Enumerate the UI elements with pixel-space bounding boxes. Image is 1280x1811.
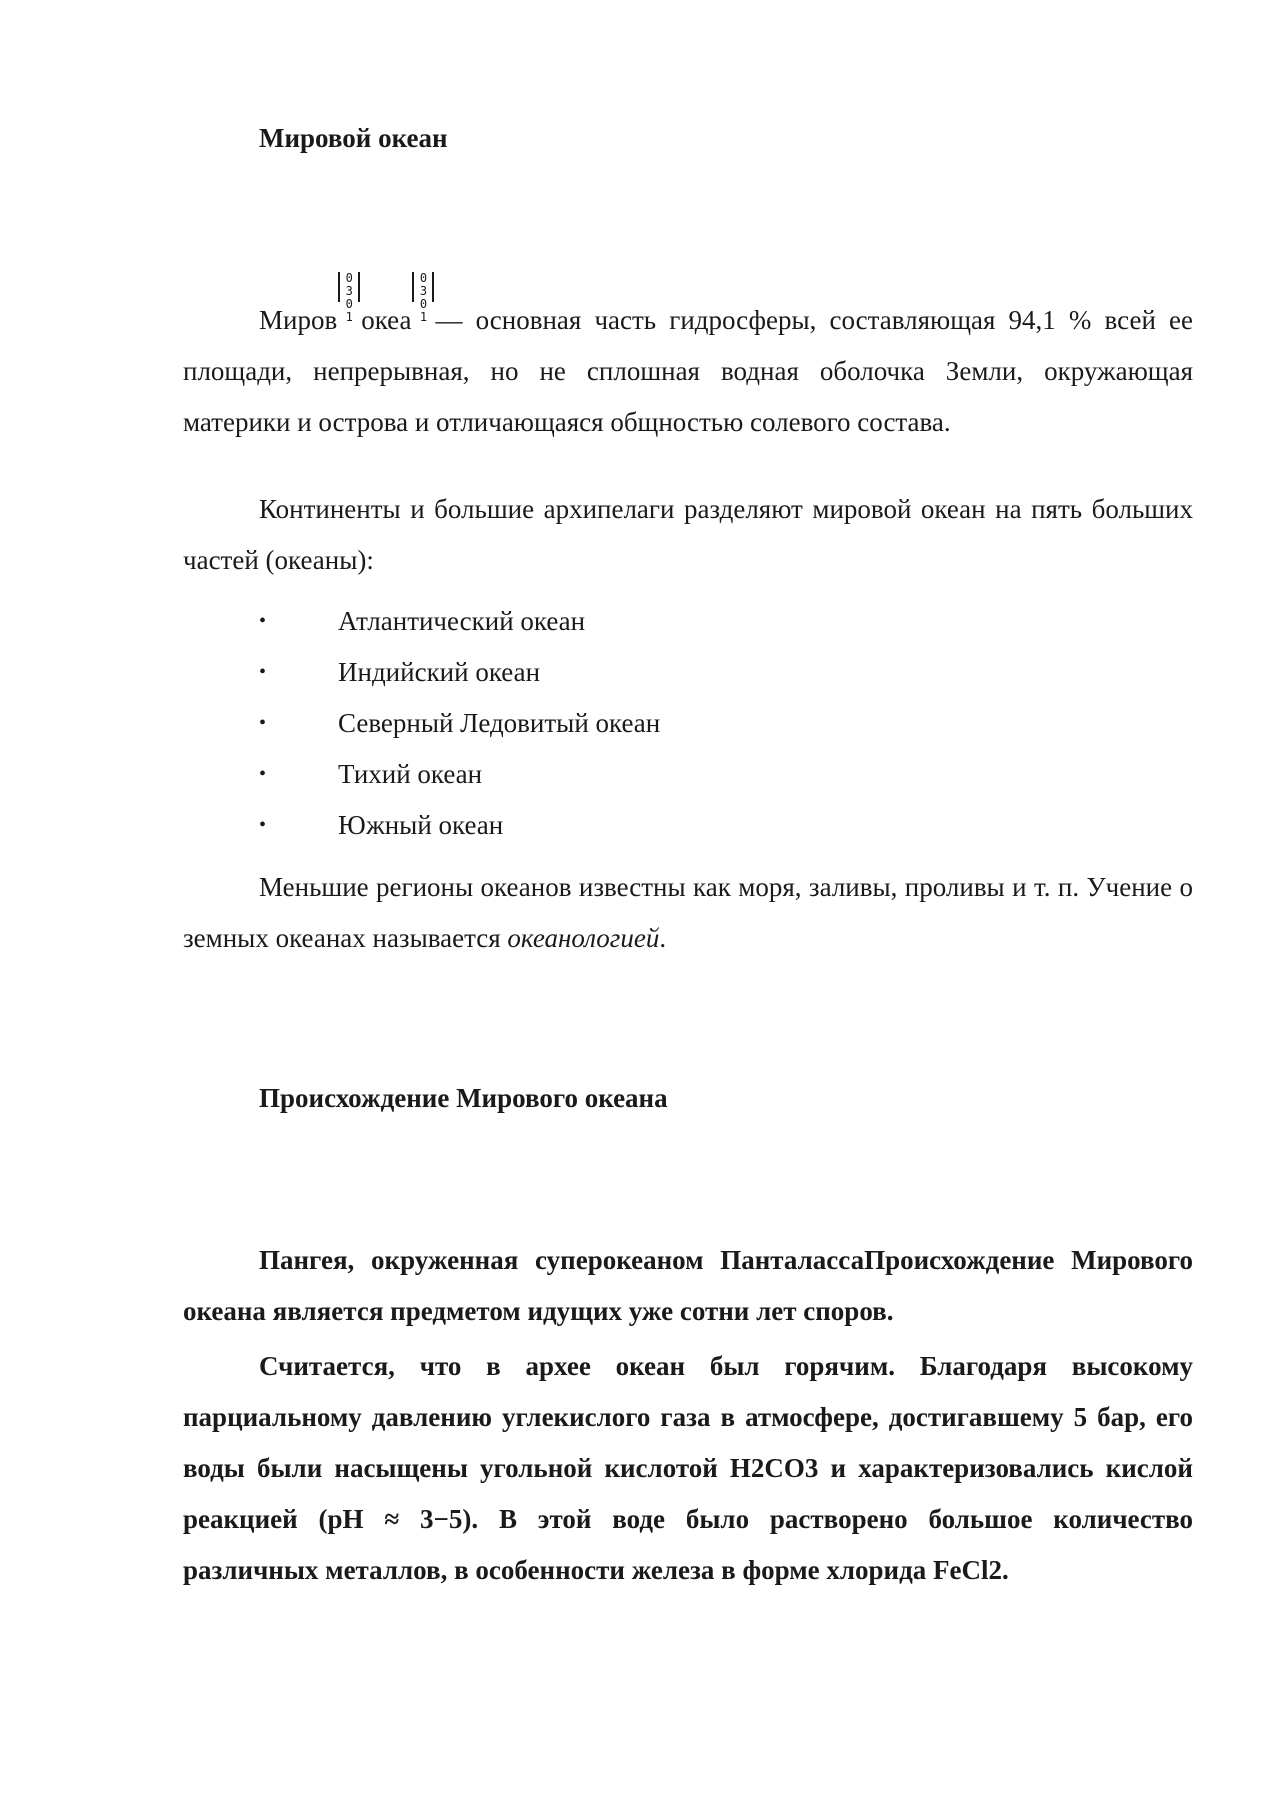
list-item xyxy=(183,647,660,698)
list-item-label: Северный Ледовитый океан xyxy=(338,708,661,738)
paragraph-oceanology xyxy=(183,862,1193,964)
list-item-label: Индийский океан xyxy=(338,657,541,687)
bullet-icon: • xyxy=(259,610,267,632)
paragraph-pangea: Пангея, окруженная суперокеаном ПанталассаПроисхождение Мирового океана является предметом идущих уже сотни лет споров. xyxy=(183,1245,1193,1326)
term-oceanology: океанологией xyxy=(507,923,660,953)
paragraph-continents: Континенты и большие архипелаги разделяют мировой океан на пять больших частей (океаны): xyxy=(183,494,1193,575)
bullet-icon: • xyxy=(259,763,267,785)
missing-glyph-icon: 0 3 0 1 xyxy=(338,272,360,302)
bullet-icon: • xyxy=(259,814,267,836)
section-title-origin: Происхождение Мирового океана xyxy=(259,1083,668,1113)
oceans-list xyxy=(183,596,660,851)
bullet-icon: • xyxy=(259,661,267,683)
list-item xyxy=(183,749,660,800)
text-fragment: Меньшие регионы океанов известны как моря, заливы, проливы и т. п. Учение о земных океанах называется xyxy=(183,872,1193,953)
list-item-label: Южный океан xyxy=(338,810,504,840)
text-fragment: — основная часть гидросферы, составляющая 94,1 % всей ее площади, непрерывная, но не сплошная водная оболочка Земли, окружающая материки и острова и отличающаяся общностью солевого состава. xyxy=(183,305,1193,437)
list-item xyxy=(183,800,660,851)
list-item-label: Атлантический океан xyxy=(338,606,586,636)
paragraph-definition xyxy=(183,272,1193,448)
missing-glyph-icon: 0 3 0 1 xyxy=(412,272,434,302)
paragraph-archean-ocean: Считается, что в архее океан был горячим. Благодаря высокому парциальному давлению углекислого газа в атмосфере, достигавшему 5 бар, его воды были насыщены угольной кислотой H2CO3 и характеризовались кислой реакцией (pH ≈ 3−5). В этой воде было растворено большое количество различных металлов, в особенности железа в форме хлорида FeCl2. xyxy=(183,1351,1193,1585)
text-fragment: океа xyxy=(361,305,412,335)
bullet-icon: • xyxy=(259,712,267,734)
list-item-label: Тихий океан xyxy=(338,759,483,789)
section-title-world-ocean: Мировой океан xyxy=(259,123,448,153)
list-item xyxy=(183,698,660,749)
text-fragment: Миров xyxy=(259,305,338,335)
text-fragment: . xyxy=(659,923,667,953)
list-item xyxy=(183,596,660,647)
